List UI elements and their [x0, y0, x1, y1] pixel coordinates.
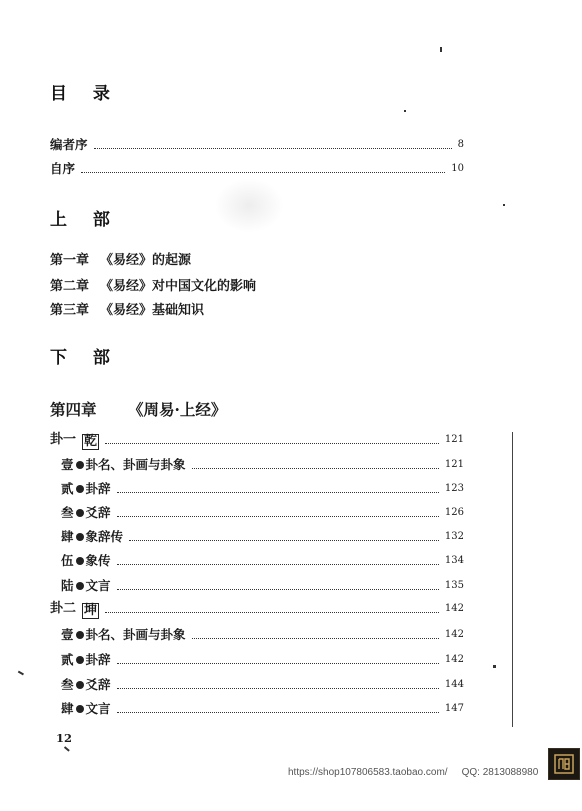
bullet-icon: [76, 582, 84, 590]
entry-page: 121: [444, 459, 464, 470]
shop-logo-icon: [548, 748, 580, 780]
toc-section[interactable]: [61, 527, 464, 547]
margin-rule: [512, 432, 513, 727]
entry-page: 121: [444, 434, 464, 445]
entry-page: 8: [457, 139, 464, 150]
chapter-title: 《易经》对中国文化的影响: [100, 279, 257, 294]
shop-watermark: [288, 767, 538, 778]
section-ordinal: 肆: [61, 529, 74, 544]
chapter-title: 《周易·上经》: [128, 400, 227, 419]
entry-page: 142: [444, 654, 464, 665]
scan-speck: [440, 47, 442, 52]
entry-page: 142: [444, 629, 464, 640]
chapter-title: 《易经》基础知识: [100, 303, 205, 318]
bullet-icon: [76, 656, 84, 664]
leader-dots: [192, 638, 439, 639]
watermark-url: https://shop107806583.taobao.com/: [288, 767, 448, 778]
toc-section[interactable]: [61, 625, 464, 645]
toc-entry-author-preface[interactable]: [50, 160, 464, 178]
toc-chapter-3[interactable]: [50, 299, 204, 318]
section-label: 卦辞: [85, 652, 111, 667]
bullet-icon: [76, 485, 84, 493]
bullet-icon: [76, 461, 84, 469]
bullet-icon: [76, 631, 84, 639]
section-ordinal: 贰: [61, 652, 74, 667]
chapter-number: 第一章: [50, 253, 90, 268]
entry-page: 123: [444, 483, 464, 494]
toc-section[interactable]: [61, 699, 464, 719]
scan-speck: [503, 204, 505, 206]
entry-page: 135: [444, 580, 464, 591]
hexagram-glyph-icon: 坤: [84, 603, 98, 618]
entry-page: 142: [444, 603, 464, 614]
section-label: 文言: [85, 578, 111, 593]
hexagram-glyph-icon: 乾: [84, 434, 98, 449]
leader-dots: [117, 589, 439, 590]
toc-section[interactable]: [61, 503, 464, 523]
entry-label: 编者序: [50, 137, 88, 152]
leader-dots: [117, 663, 439, 664]
leader-dots: [117, 564, 439, 565]
toc-hexagram-1[interactable]: [50, 430, 464, 450]
section-label: 卦名、卦画与卦象: [85, 627, 186, 642]
scan-speck: [64, 746, 70, 751]
entry-page: 132: [444, 531, 464, 542]
leader-dots: [192, 468, 439, 469]
bullet-icon: [76, 557, 84, 565]
entry-page: 144: [444, 679, 464, 690]
scan-smudge: [214, 178, 284, 233]
section-ordinal: 叁: [61, 505, 74, 520]
scan-speck: [18, 671, 24, 675]
scan-speck: [493, 665, 496, 668]
entry-label: 自序: [50, 161, 76, 176]
leader-dots: [129, 540, 439, 541]
chapter-number: 第二章: [50, 279, 90, 294]
section-ordinal: 肆: [61, 701, 74, 716]
section-ordinal: 壹: [61, 457, 74, 472]
hexagram-label: 卦一: [50, 432, 77, 447]
watermark-qq: QQ: 2813088980: [461, 767, 539, 778]
section-label: 象辞传: [85, 529, 124, 544]
entry-page: 147: [444, 703, 464, 714]
toc-chapter-1[interactable]: [50, 249, 191, 268]
scan-speck: [404, 110, 406, 112]
leader-dots: [117, 688, 439, 689]
leader-dots: [117, 516, 439, 517]
section-ordinal: 壹: [61, 627, 74, 642]
section-label: 爻辞: [85, 505, 111, 520]
toc-hexagram-2[interactable]: [50, 599, 464, 619]
toc-section[interactable]: [61, 479, 464, 499]
toc-section[interactable]: [61, 650, 464, 670]
entry-page: 10: [451, 163, 464, 174]
toc-section[interactable]: [61, 576, 464, 596]
chapter-number: 第四章: [50, 400, 97, 419]
section-ordinal: 叁: [61, 677, 74, 692]
leader-dots: [81, 172, 445, 173]
section-label: 卦辞: [85, 481, 111, 496]
section-label: 象传: [85, 553, 111, 568]
leader-dots: [94, 148, 452, 149]
bullet-icon: [76, 681, 84, 689]
page-number: 12: [56, 731, 73, 745]
section-label: 文言: [85, 701, 111, 716]
section-ordinal: 陆: [61, 578, 74, 593]
section-label: 卦名、卦画与卦象: [85, 457, 186, 472]
part-title-upper: 上 部: [50, 210, 120, 230]
toc-section[interactable]: [61, 455, 464, 475]
bullet-icon: [76, 509, 84, 517]
section-label: 爻辞: [85, 677, 111, 692]
part-title-lower: 下 部: [50, 348, 120, 368]
entry-page: 126: [444, 507, 464, 518]
bullet-icon: [76, 705, 84, 713]
toc-chapter-4[interactable]: [50, 398, 226, 420]
bullet-icon: [76, 533, 84, 541]
leader-dots: [117, 492, 439, 493]
entry-page: 134: [444, 555, 464, 566]
leader-dots: [105, 443, 439, 444]
chapter-title: 《易经》的起源: [100, 253, 192, 268]
toc-entry-editor-preface[interactable]: [50, 136, 464, 154]
toc-section[interactable]: [61, 675, 464, 695]
section-ordinal: 伍: [61, 553, 74, 568]
shop-logo-glyph-icon: [553, 753, 575, 775]
toc-title: 目 录: [50, 84, 120, 104]
toc-chapter-2[interactable]: [50, 275, 256, 294]
chapter-number: 第三章: [50, 303, 90, 318]
hexagram-label: 卦二: [50, 601, 77, 616]
section-ordinal: 贰: [61, 481, 74, 496]
leader-dots: [105, 612, 439, 613]
toc-section[interactable]: [61, 551, 464, 571]
leader-dots: [117, 712, 439, 713]
